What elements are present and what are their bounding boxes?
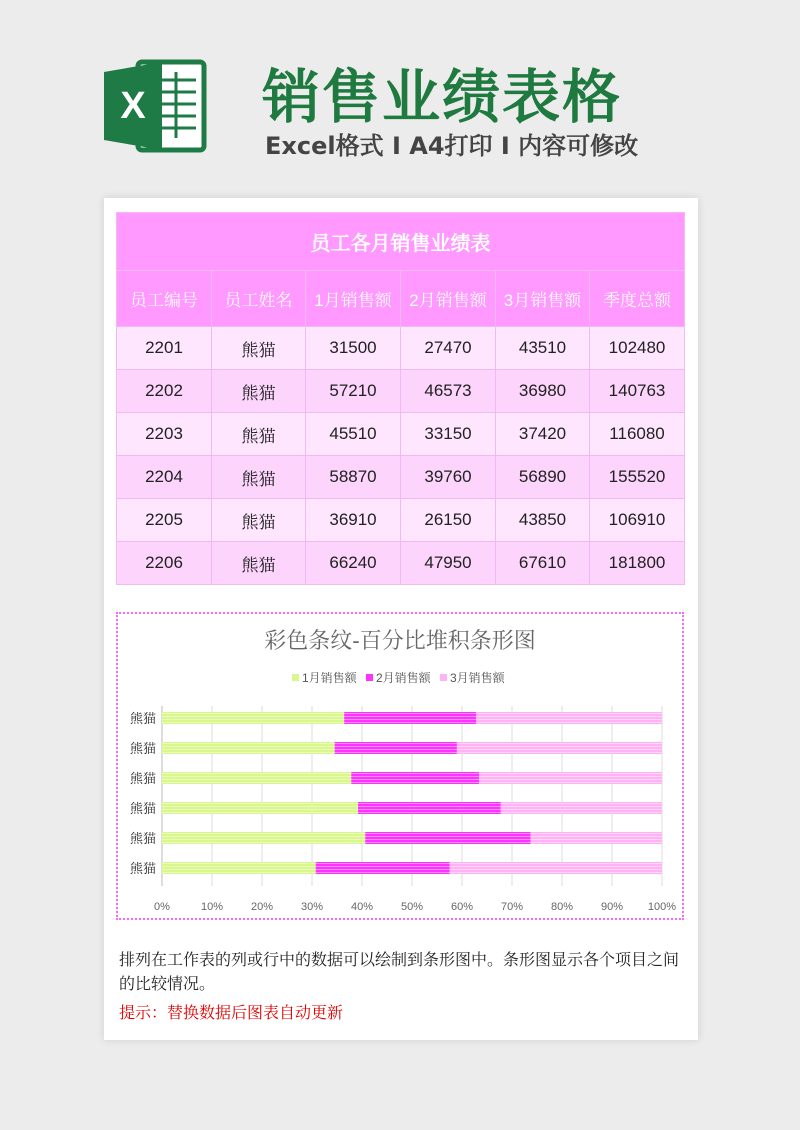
table-cell: 102480 [590,327,685,370]
stacked-bar-chart [118,614,682,918]
table-row [117,370,685,413]
column-header: 2月销售额 [401,271,496,327]
bar-segment [162,742,335,754]
table-cell: 116080 [590,413,685,456]
table-row [117,499,685,542]
bar-segment [162,802,358,814]
y-category-label: 熊猫 [129,742,156,757]
table-cell: 57210 [306,370,401,413]
table-title: 员工各月销售业绩表 [117,213,685,271]
y-category-label: 熊猫 [129,712,156,727]
logo-letter: X [120,85,146,127]
table-cell: 47950 [401,542,496,585]
legend-label: 3月销售额 [450,671,505,685]
table-cell: 39760 [401,456,496,499]
table-cell: 56890 [496,456,590,499]
bar-segment [162,712,344,724]
column-header: 季度总额 [590,271,685,327]
column-header: 员工编号 [117,271,212,327]
table-cell: 2202 [117,370,212,413]
table-cell: 26150 [401,499,496,542]
table-cell: 2204 [117,456,212,499]
table-row [117,456,685,499]
bar-segment [457,742,662,754]
table-cell: 31500 [306,327,401,370]
y-category-label: 熊猫 [129,832,156,847]
tip-text: 提示：替换数据后图表自动更新 [119,1003,344,1022]
chart-title: 彩色条纹-百分比堆积条形图 [264,629,536,654]
column-header: 1月销售额 [306,271,401,327]
x-tick-label: 70% [500,901,524,913]
bar-segment [162,862,316,874]
table-cell: 2201 [117,327,212,370]
bar-segment [450,862,662,874]
column-header: 员工姓名 [212,271,306,327]
x-tick-label: 40% [350,901,374,913]
table-cell: 43850 [496,499,590,542]
x-tick-label: 60% [450,901,474,913]
bar-segment [335,742,457,754]
table-cell: 155520 [590,456,685,499]
legend-swatch [366,674,373,681]
bar-segment [344,712,476,724]
legend-label: 2月销售额 [376,671,431,685]
bar-segment [316,862,450,874]
table-cell: 106910 [590,499,685,542]
y-category-label: 熊猫 [129,862,156,877]
page-title: 销售业绩表格 [262,63,623,131]
x-tick-label: 10% [200,901,224,913]
table-cell: 36980 [496,370,590,413]
table-cell: 27470 [401,327,496,370]
table-cell: 45510 [306,413,401,456]
x-tick-label: 90% [600,901,624,913]
table-row [117,327,685,370]
x-tick-label: 0% [154,901,170,913]
table-header-row [117,271,685,327]
table-cell: 67610 [496,542,590,585]
x-tick-label: 20% [250,901,274,913]
table-cell: 43510 [496,327,590,370]
chart-area [116,612,684,920]
y-category-label: 熊猫 [129,772,156,787]
x-tick-label: 50% [400,901,424,913]
table-cell: 熊猫 [212,370,306,413]
table-cell: 36910 [306,499,401,542]
bar-segment [162,832,365,844]
table-cell: 37420 [496,413,590,456]
legend-swatch [440,674,447,681]
table-cell: 2205 [117,499,212,542]
table-cell: 熊猫 [212,327,306,370]
table-cell: 熊猫 [212,456,306,499]
legend-swatch [292,674,299,681]
bar-segment [501,802,662,814]
table-cell: 熊猫 [212,413,306,456]
excel-logo-icon [104,58,208,154]
y-category-label: 熊猫 [129,802,156,817]
bar-segment [162,772,351,784]
table-row [117,413,685,456]
bar-segment [351,772,479,784]
table-cell: 140763 [590,370,685,413]
bar-segment [365,832,530,844]
chart-description: 排列在工作表的列或行中的数据可以绘制到条形图中。条形图显示各个项目之间的比较情况。 [119,950,680,993]
table-cell: 181800 [590,542,685,585]
x-tick-label: 30% [300,901,324,913]
x-tick-label: 100% [647,901,677,913]
table-cell: 58870 [306,456,401,499]
bar-segment [479,772,662,784]
table-cell: 2206 [117,542,212,585]
table-cell: 熊猫 [212,542,306,585]
page-subtitle: Excel格式 I A4打印 I 内容可修改 [265,132,639,160]
x-tick-label: 80% [550,901,574,913]
bar-segment [476,712,662,724]
bar-segment [358,802,501,814]
table-cell: 33150 [401,413,496,456]
table-row [117,542,685,585]
bar-segment [531,832,662,844]
table-cell: 46573 [401,370,496,413]
sales-table [116,212,685,585]
table-cell: 熊猫 [212,499,306,542]
column-header: 3月销售额 [496,271,590,327]
legend-label: 1月销售额 [302,671,357,685]
table-cell: 2203 [117,413,212,456]
table-cell: 66240 [306,542,401,585]
